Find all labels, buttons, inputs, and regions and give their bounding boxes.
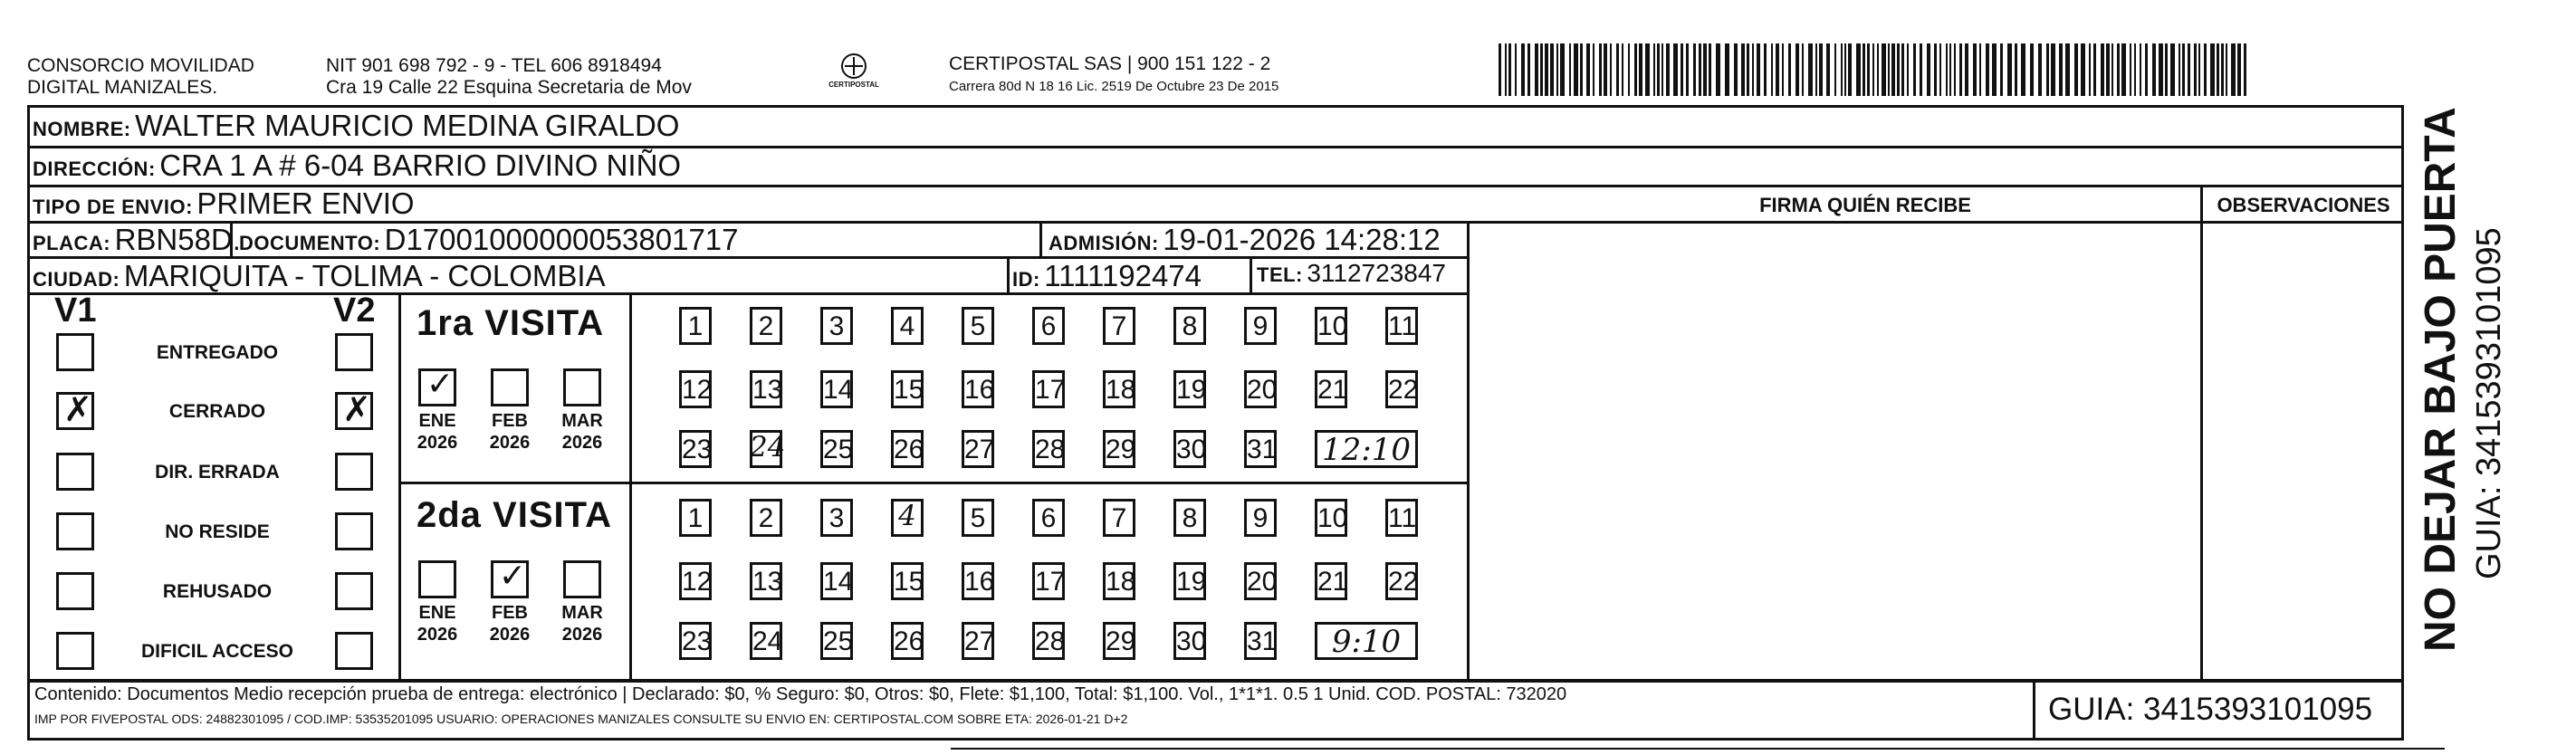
day-box[interactable]: [1173, 499, 1206, 537]
direccion-value: CRA 1 A # 6-04 BARRIO DIVINO NIÑO: [159, 148, 682, 182]
day-number: 21: [1317, 567, 1348, 597]
day-number: 15: [894, 375, 924, 405]
day-number: 25: [823, 435, 854, 464]
day-number: 1: [687, 311, 704, 341]
day-box[interactable]: [750, 499, 782, 537]
day-number: 2: [758, 503, 774, 533]
day-box[interactable]: [820, 562, 853, 600]
tel-label: TEL:: [1257, 263, 1303, 286]
certipostal-line1: CERTIPOSTAL SAS | 900 151 122 - 2: [949, 53, 1271, 74]
month-year: 2026: [489, 433, 531, 453]
day-box[interactable]: [1385, 370, 1418, 408]
nit-line1: NIT 901 698 792 - 9 - TEL 606 8918494: [326, 55, 662, 76]
day-number: 18: [1106, 375, 1136, 405]
day-box[interactable]: [962, 370, 994, 408]
visit-title: 1ra VISITA: [417, 303, 605, 343]
day-box[interactable]: [891, 370, 924, 408]
ciudad-value: MARIQUITA - TOLIMA - COLOMBIA: [123, 259, 606, 292]
firma-label: FIRMA QUIÉN RECIBE: [1759, 194, 1971, 216]
placa-value: RBN58D.: [114, 223, 241, 256]
day-box[interactable]: [679, 499, 712, 537]
month-checkbox[interactable]: [418, 368, 456, 406]
month-check-mark: ✓: [426, 366, 455, 403]
day-number: 19: [1176, 375, 1207, 405]
month-year: 2026: [417, 625, 458, 645]
day-box[interactable]: [1103, 622, 1135, 660]
barcode: [1499, 43, 2250, 96]
side-guia: GUIA: 3415393101095: [2470, 227, 2508, 579]
day-box[interactable]: [679, 562, 712, 600]
day-box[interactable]: [1244, 307, 1277, 345]
month-checkbox[interactable]: [491, 368, 529, 406]
v1-checkbox[interactable]: [56, 572, 94, 610]
tipo-envio-label: TIPO DE ENVIO:: [33, 196, 193, 218]
day-number: 4: [898, 500, 916, 532]
day-number: 2: [758, 311, 774, 341]
day-number: 15: [894, 567, 924, 597]
month-name: FEB: [492, 603, 528, 623]
v2-checkbox[interactable]: [335, 333, 373, 371]
day-box[interactable]: [820, 430, 853, 468]
day-number: 21: [1317, 375, 1348, 405]
documento-label: DOCUMENTO:: [239, 232, 381, 254]
month-year: 2026: [561, 433, 603, 453]
day-number: 29: [1106, 435, 1136, 464]
day-box[interactable]: [1032, 370, 1065, 408]
v1-label: V1: [54, 291, 97, 330]
day-box[interactable]: [1032, 499, 1065, 537]
day-number: 30: [1176, 435, 1207, 464]
day-number: 3: [828, 503, 845, 533]
v2-checkbox[interactable]: [335, 389, 373, 430]
status-label: DIR. ERRADA: [155, 462, 280, 483]
day-number: 7: [1111, 503, 1127, 533]
day-box[interactable]: [679, 430, 712, 468]
certipostal-logo: [828, 50, 879, 95]
v2-checkbox[interactable]: [335, 572, 373, 610]
day-number: 17: [1035, 567, 1066, 597]
v2-checkbox[interactable]: [335, 512, 373, 550]
month-name: ENE: [418, 411, 456, 431]
day-number: 12: [682, 375, 713, 405]
day-box[interactable]: [962, 430, 994, 468]
month-check-mark: ✓: [498, 558, 527, 595]
day-box[interactable]: [1173, 370, 1206, 408]
day-number: 6: [1040, 311, 1057, 341]
footer-contenido: Contenido: Documentos Medio recepción prueba de entrega: electrónico | Declarado: $0, % Seguro: $0, Otros: $0, Flete: $1,100, Total: $1,100. Vol., 1*1*1. 0.5 1 Unid. COD. POSTAL: 732020: [34, 684, 1567, 704]
month-checkbox[interactable]: [563, 560, 601, 598]
day-number: 24: [750, 431, 786, 464]
day-number: 13: [752, 375, 783, 405]
id-value: 1111192474: [1044, 259, 1202, 292]
day-box[interactable]: [962, 499, 994, 537]
day-box[interactable]: [750, 622, 782, 660]
day-box[interactable]: [1315, 499, 1347, 537]
footer-guia: GUIA: 3415393101095: [2048, 692, 2373, 727]
day-number: 13: [752, 567, 783, 597]
day-number: 30: [1176, 626, 1207, 656]
v2-checkbox[interactable]: [335, 632, 373, 670]
day-number: 31: [1247, 626, 1278, 656]
observaciones-label: OBSERVACIONES: [2217, 194, 2390, 216]
day-box[interactable]: [1244, 430, 1277, 468]
month-name: MAR: [561, 603, 603, 623]
month-checkbox[interactable]: [563, 368, 601, 406]
direccion-label: DIRECCIÓN:: [33, 158, 156, 180]
day-number: 18: [1106, 567, 1136, 597]
day-box[interactable]: [891, 307, 924, 345]
day-number: 25: [823, 626, 854, 656]
day-number: 17: [1035, 375, 1066, 405]
v1-check-mark: ✗: [63, 389, 92, 429]
logo-text: CERTIPOSTAL: [828, 81, 879, 89]
day-box[interactable]: [820, 307, 853, 345]
admision-label: ADMISIÓN:: [1049, 232, 1159, 254]
day-number: 20: [1247, 375, 1278, 405]
day-box[interactable]: [1385, 562, 1418, 600]
day-number: 16: [964, 375, 995, 405]
day-number: 5: [970, 503, 986, 533]
day-box[interactable]: [679, 370, 712, 408]
v1-checkbox[interactable]: [56, 389, 94, 430]
day-box[interactable]: [679, 622, 712, 660]
day-box[interactable]: [679, 307, 712, 345]
day-number: 8: [1182, 311, 1198, 341]
day-number: 9: [1252, 311, 1269, 341]
day-box[interactable]: [891, 430, 924, 468]
day-box[interactable]: [820, 622, 853, 660]
day-number: 29: [1106, 626, 1136, 656]
day-number: 26: [894, 626, 924, 656]
day-box[interactable]: [1103, 307, 1135, 345]
v2-check-mark: ✗: [342, 389, 371, 429]
nombre-label: NOMBRE:: [33, 118, 131, 140]
day-number: 9: [1252, 503, 1269, 533]
v2-label: V2: [333, 291, 376, 330]
day-number: 1: [687, 503, 704, 533]
day-number: 24: [752, 626, 783, 656]
v1-checkbox[interactable]: [56, 512, 94, 550]
day-box[interactable]: [1032, 622, 1065, 660]
day-box[interactable]: [1103, 430, 1135, 468]
month-year: 2026: [561, 625, 603, 645]
month-name: MAR: [561, 411, 603, 431]
day-number: 10: [1317, 311, 1348, 341]
day-box[interactable]: [962, 622, 994, 660]
v2-checkbox[interactable]: [335, 453, 373, 491]
day-box[interactable]: [1173, 430, 1206, 468]
day-number: 14: [823, 567, 854, 597]
ciudad-label: CIUDAD:: [33, 268, 120, 291]
day-box[interactable]: [1173, 307, 1206, 345]
day-number: 3: [828, 311, 845, 341]
month-year: 2026: [417, 433, 458, 453]
admision-value: 19-01-2026 14:28:12: [1163, 223, 1441, 256]
v1-checkbox[interactable]: [56, 453, 94, 491]
id-label: ID:: [1012, 268, 1040, 291]
side-warning: NO DEJAR BAJO PUERTA: [2417, 107, 2465, 652]
day-box[interactable]: [891, 499, 924, 537]
day-box[interactable]: [1032, 562, 1065, 600]
v1-checkbox[interactable]: [56, 333, 94, 371]
day-number: 11: [1388, 311, 1417, 341]
day-number: 27: [964, 435, 995, 464]
day-number: 4: [899, 311, 915, 341]
day-number: 27: [964, 626, 995, 656]
day-box[interactable]: [750, 430, 786, 468]
tipo-envio-value: PRIMER ENVIO: [196, 186, 415, 220]
status-label: DIFICIL ACCESO: [140, 641, 293, 662]
day-box[interactable]: [1032, 307, 1065, 345]
day-number: 11: [1388, 503, 1417, 533]
day-box[interactable]: [1173, 562, 1206, 600]
status-label: NO RESIDE: [165, 521, 270, 542]
placa-label: PLACA:: [33, 232, 111, 254]
day-box[interactable]: [1244, 622, 1277, 660]
day-number: 28: [1035, 435, 1066, 464]
visit-title: 2da VISITA: [417, 495, 612, 535]
day-box[interactable]: [962, 307, 994, 345]
visit-time: 12:10: [1315, 430, 1418, 468]
day-box[interactable]: [1315, 307, 1347, 345]
day-box[interactable]: [1385, 499, 1418, 537]
documento-value: D17001000000053801717: [384, 223, 739, 256]
day-box[interactable]: [1103, 562, 1135, 600]
day-number: 14: [823, 375, 854, 405]
day-number: 12: [682, 567, 713, 597]
v1-checkbox[interactable]: [56, 632, 94, 670]
day-box[interactable]: [1103, 370, 1135, 408]
company-name-line2: DIGITAL MANIZALES.: [27, 77, 218, 98]
day-box[interactable]: [820, 370, 853, 408]
nit-line2: Cra 19 Calle 22 Esquina Secretaria de Mov: [326, 77, 692, 98]
day-number: 31: [1247, 435, 1278, 464]
day-number: 22: [1388, 567, 1419, 597]
status-label: ENTREGADO: [156, 342, 279, 363]
day-box[interactable]: [1244, 562, 1277, 600]
day-box[interactable]: [1244, 499, 1277, 537]
day-box[interactable]: [1315, 562, 1347, 600]
day-number: 28: [1035, 626, 1066, 656]
day-number: 19: [1176, 567, 1207, 597]
day-box[interactable]: [891, 622, 924, 660]
day-number: 23: [682, 626, 713, 656]
company-name-line1: CONSORCIO MOVILIDAD: [27, 55, 254, 76]
day-box[interactable]: [1244, 370, 1277, 408]
day-number: 6: [1040, 503, 1057, 533]
day-box[interactable]: [750, 562, 782, 600]
day-number: 5: [970, 311, 986, 341]
day-number: 8: [1182, 503, 1198, 533]
day-box[interactable]: [1315, 370, 1347, 408]
status-label: CERRADO: [168, 401, 266, 422]
day-number: 22: [1388, 375, 1419, 405]
tel-value: 3112723847: [1307, 259, 1446, 287]
day-number: 7: [1111, 311, 1127, 341]
day-number: 10: [1317, 503, 1348, 533]
day-box[interactable]: [1032, 430, 1065, 468]
month-checkbox[interactable]: [491, 560, 529, 598]
certipostal-line2: Carrera 80d N 18 16 Lic. 2519 De Octubre 23 De 2015: [949, 79, 1279, 94]
day-box[interactable]: [750, 370, 782, 408]
day-box[interactable]: [962, 562, 994, 600]
day-box[interactable]: [820, 499, 853, 537]
day-box[interactable]: [891, 562, 924, 600]
nombre-value: WALTER MAURICIO MEDINA GIRALDO: [135, 109, 680, 142]
month-name: FEB: [492, 411, 528, 431]
day-box[interactable]: [1385, 307, 1418, 345]
footer-imp: IMP POR FIVEPOSTAL ODS: 24882301095 / COD.IMP: 53535201095 USUARIO: OPERACIONES MANIZALES CONSULTE SU ENVIO EN: CERTIPOSTAL.COM SOBRE ETA: 2026-01-21 D+2: [34, 712, 1128, 726]
status-label: REHUSADO: [162, 581, 273, 602]
day-number: 26: [894, 435, 924, 464]
month-checkbox[interactable]: [418, 560, 456, 598]
month-name: ENE: [418, 603, 456, 623]
day-box[interactable]: [750, 307, 782, 345]
month-year: 2026: [489, 625, 531, 645]
day-number: 23: [682, 435, 713, 464]
day-box[interactable]: [1103, 499, 1135, 537]
day-number: 20: [1247, 567, 1278, 597]
visit-time: 9:10: [1315, 622, 1418, 660]
day-box[interactable]: [1173, 622, 1206, 660]
day-number: 16: [964, 567, 995, 597]
